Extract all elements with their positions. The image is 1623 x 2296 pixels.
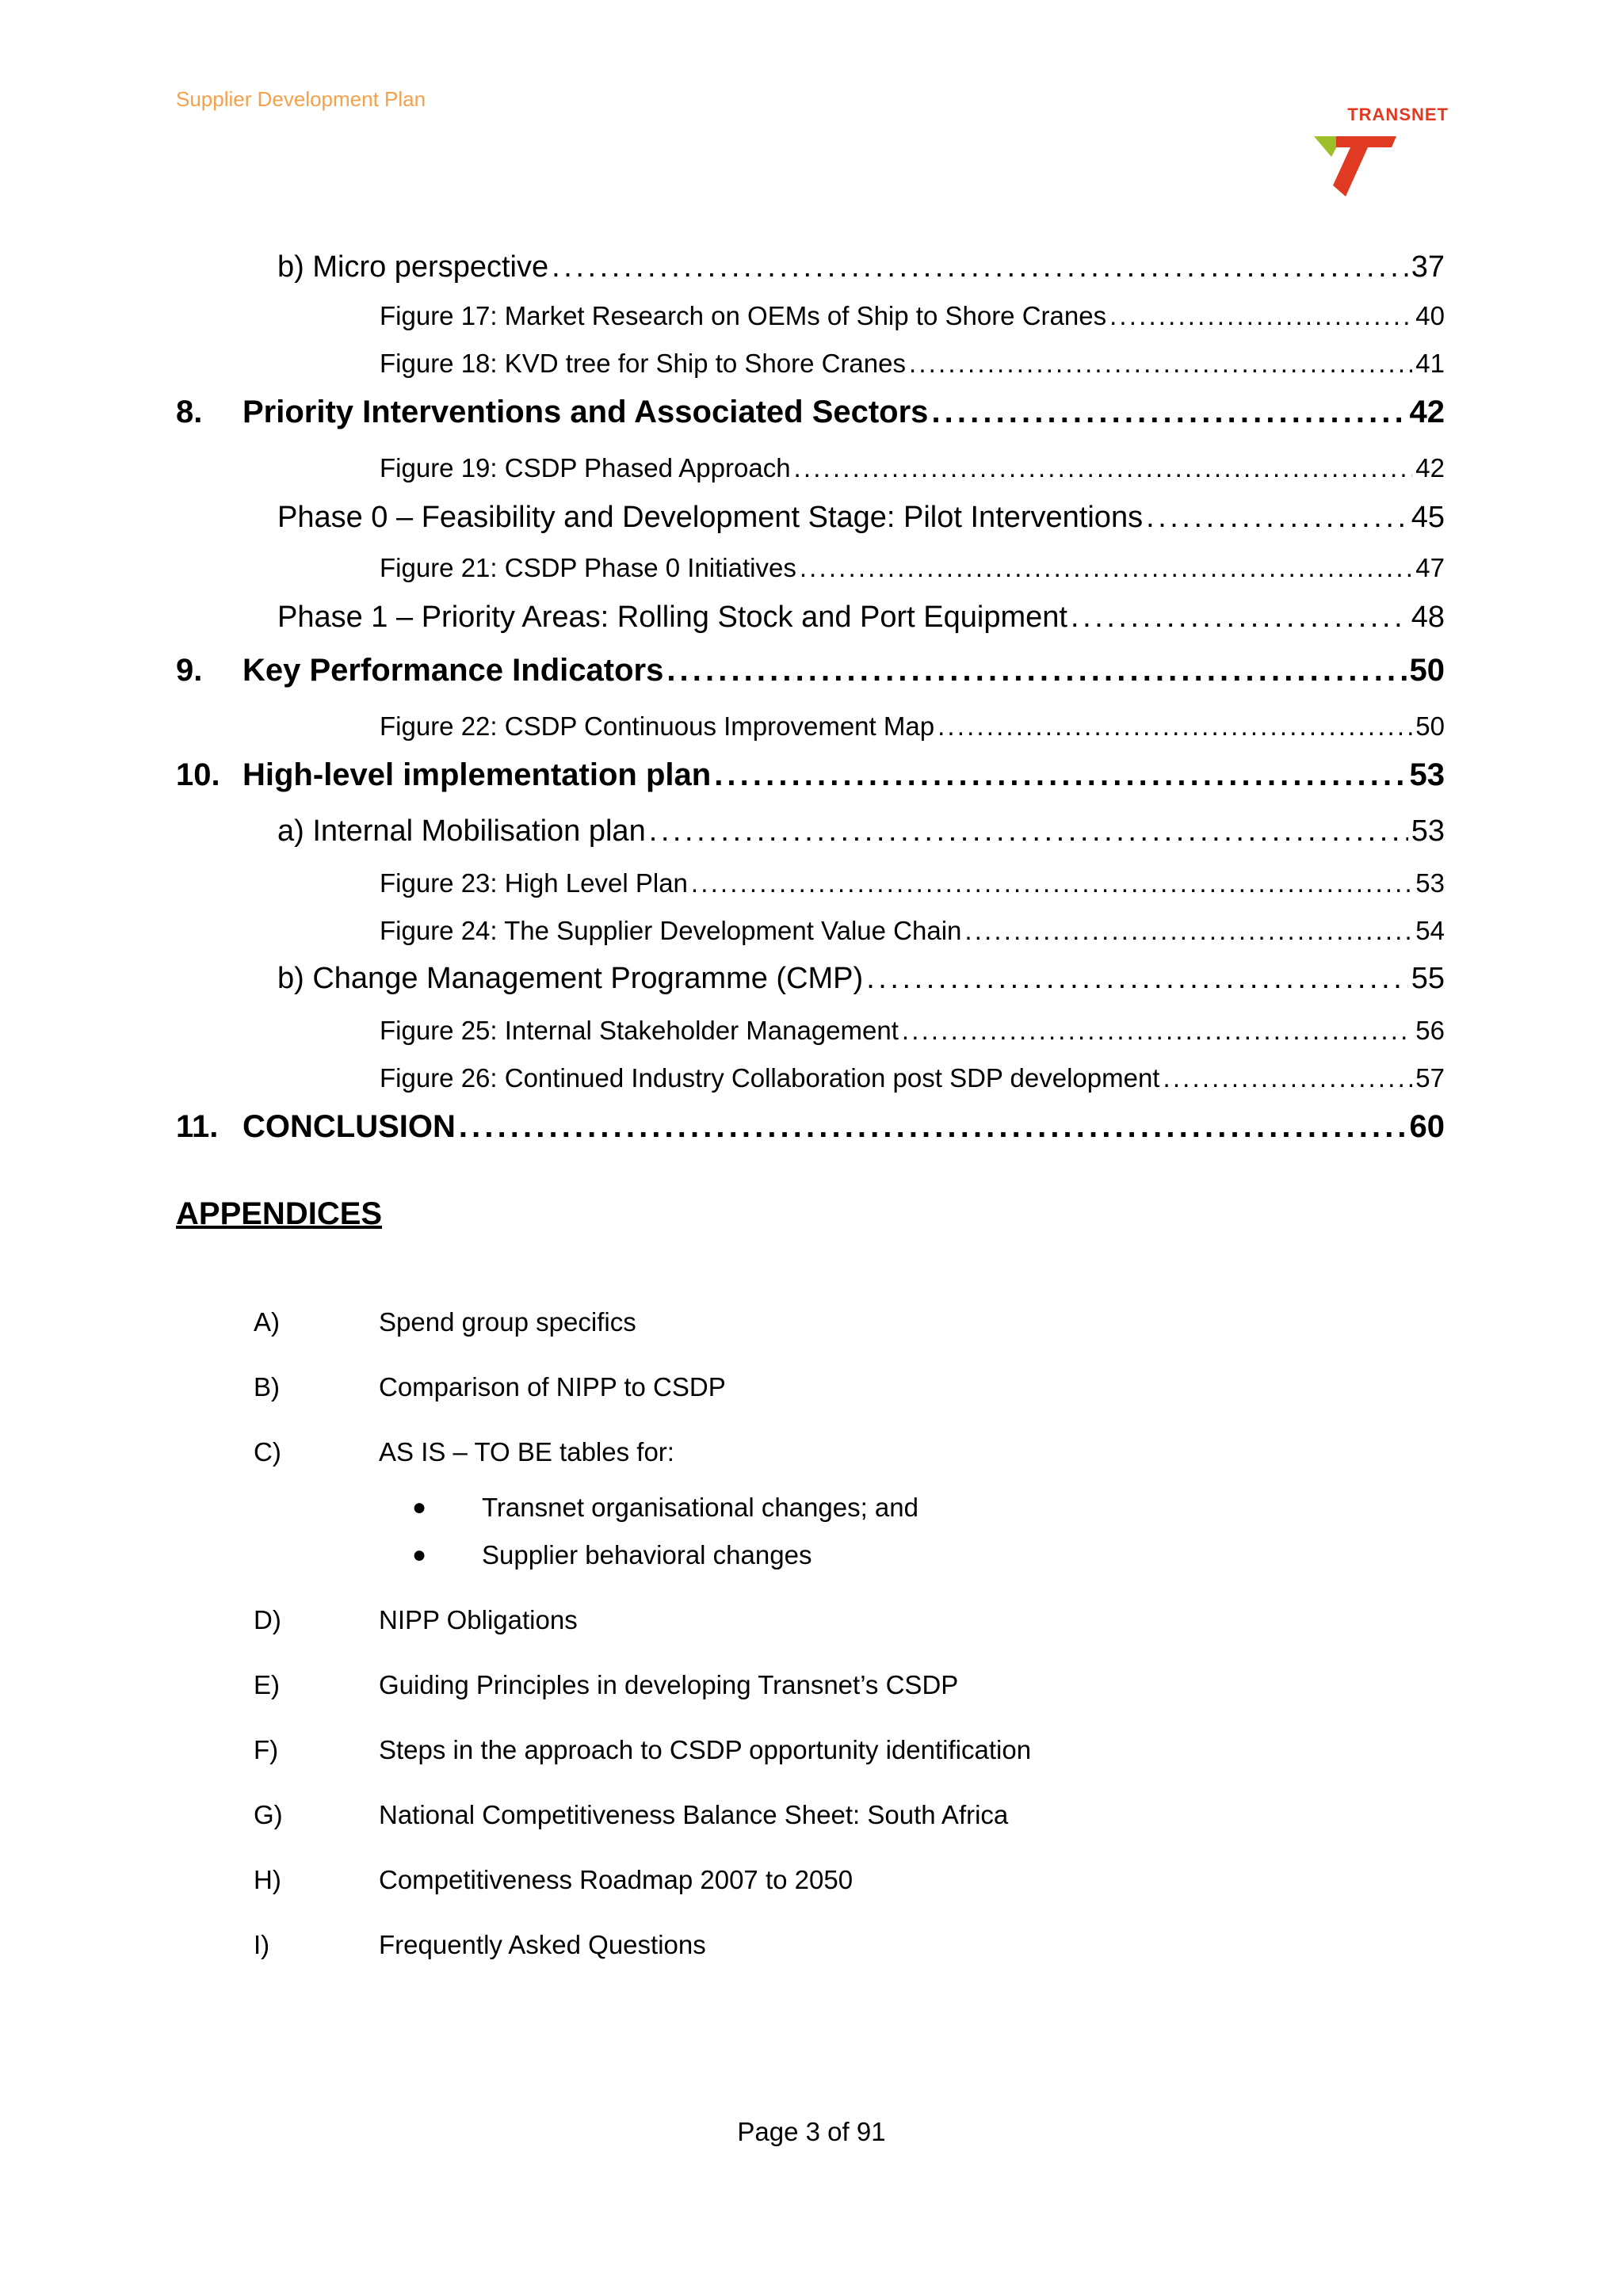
toc-entry[interactable]	[176, 553, 1445, 583]
toc-leader	[800, 553, 1412, 583]
toc-entry[interactable]	[176, 395, 1445, 430]
appendix-item	[254, 1605, 578, 1635]
toc-entry[interactable]	[176, 1016, 1445, 1046]
toc-label: b) Change Management Programme (CMP)	[277, 962, 864, 995]
toc-leader	[714, 757, 1406, 793]
toc-label: Figure 25: Internal Stakeholder Management	[380, 1016, 899, 1045]
toc-label: Figure 19: CSDP Phased Approach	[380, 453, 791, 482]
toc-leader	[902, 1016, 1412, 1046]
appendices-heading: APPENDICES	[176, 1196, 383, 1231]
toc-page: 42	[1409, 395, 1445, 429]
toc-label: Priority Interventions and Associated Sectors	[242, 395, 929, 429]
toc-page: 37	[1411, 250, 1445, 284]
toc-number: 11.	[176, 1109, 219, 1144]
toc-entry[interactable]	[176, 301, 1445, 331]
toc-page: 47	[1415, 553, 1445, 582]
bullet-text: Transnet organisational changes; and	[482, 1493, 918, 1522]
toc-page: 50	[1409, 653, 1445, 688]
toc-page: 53	[1415, 868, 1445, 898]
toc-leader	[964, 916, 1412, 946]
toc-label: a) Internal Mobilisation plan	[277, 814, 646, 848]
toc-leader	[459, 1109, 1407, 1145]
toc-entry[interactable]	[176, 653, 1445, 688]
toc-page: 40	[1415, 301, 1445, 330]
appendix-text: Spend group specifics	[379, 1307, 636, 1337]
toc-entry[interactable]	[176, 1063, 1445, 1093]
toc-entry[interactable]	[176, 868, 1445, 898]
appendix-letter: A)	[254, 1307, 280, 1337]
toc-label: Figure 26: Continued Industry Collaboration post SDP development	[380, 1063, 1160, 1093]
toc-leader	[666, 653, 1406, 688]
appendix-item	[254, 1437, 674, 1467]
toc-leader	[649, 814, 1408, 849]
toc-label: Figure 18: KVD tree for Ship to Shore Cranes	[380, 349, 906, 378]
appendix-bullet	[379, 1493, 918, 1523]
appendix-item	[254, 1735, 1031, 1765]
appendix-bullet	[379, 1540, 812, 1570]
toc-page: 45	[1411, 501, 1445, 534]
toc-number: 10.	[176, 757, 220, 792]
appendix-letter: C)	[254, 1437, 281, 1466]
page-header-title: Supplier Development Plan	[176, 87, 426, 111]
toc-label: Figure 24: The Supplier Development Value Chain	[380, 916, 962, 945]
appendix-item	[254, 1307, 636, 1337]
toc-entry[interactable]	[176, 453, 1445, 483]
transnet-logo	[1306, 100, 1449, 203]
appendix-letter: I)	[254, 1930, 270, 1959]
toc-page: 56	[1415, 1016, 1445, 1045]
toc-label: Phase 1 – Priority Areas: Rolling Stock and Port Equipment	[277, 601, 1067, 634]
toc-label: Figure 22: CSDP Continuous Improvement Map	[380, 711, 935, 741]
bullet-text: Supplier behavioral changes	[482, 1540, 812, 1569]
toc-entry[interactable]	[176, 814, 1445, 849]
appendix-letter: D)	[254, 1605, 281, 1634]
toc-entry[interactable]	[176, 1109, 1445, 1145]
appendix-item	[254, 1865, 853, 1895]
toc-number: 9.	[176, 653, 203, 688]
bullet-icon: ●	[412, 1542, 427, 1568]
toc-page: 55	[1411, 962, 1445, 995]
appendix-letter: B)	[254, 1372, 280, 1402]
toc-leader	[866, 962, 1408, 996]
toc-entry[interactable]	[176, 757, 1445, 793]
appendix-letter: G)	[254, 1800, 283, 1829]
toc-entry[interactable]	[176, 349, 1445, 379]
appendix-text: Frequently Asked Questions	[379, 1930, 706, 1959]
toc-page: 53	[1409, 757, 1445, 792]
toc-label: Phase 0 – Feasibility and Development Stage: Pilot Interventions	[277, 501, 1144, 534]
toc-page: 60	[1409, 1109, 1445, 1144]
toc-leader	[691, 868, 1412, 898]
toc-leader	[1071, 601, 1408, 635]
toc-label: Figure 23: High Level Plan	[380, 868, 688, 898]
toc-label: CONCLUSION	[242, 1109, 456, 1144]
appendix-text: Comparison of NIPP to CSDP	[379, 1372, 726, 1402]
toc-entry[interactable]	[176, 711, 1445, 742]
appendix-text: NIPP Obligations	[379, 1605, 578, 1634]
appendix-item	[254, 1670, 958, 1700]
toc-leader	[938, 711, 1412, 742]
toc-label: b) Micro perspective	[277, 250, 549, 284]
appendix-letter: H)	[254, 1865, 281, 1894]
toc-entry[interactable]	[176, 250, 1445, 284]
transnet-arrow-icon	[1306, 135, 1401, 198]
toc-number: 8.	[176, 395, 203, 429]
appendix-text: Competitiveness Roadmap 2007 to 2050	[379, 1865, 854, 1894]
toc-label: Figure 21: CSDP Phase 0 Initiatives	[380, 553, 796, 582]
toc-page: 42	[1415, 453, 1445, 482]
appendix-letter: F)	[254, 1735, 279, 1764]
toc-entry[interactable]	[176, 601, 1445, 635]
toc-leader	[1146, 501, 1408, 535]
toc-page: 48	[1411, 601, 1445, 634]
toc-page: 53	[1411, 814, 1445, 848]
appendix-text: Steps in the approach to CSDP opportunity identification	[379, 1735, 1032, 1764]
appendix-text: AS IS – TO BE tables for:	[379, 1437, 674, 1466]
toc-entry[interactable]	[176, 916, 1445, 946]
appendix-item	[254, 1372, 726, 1402]
toc-label: High-level implementation plan	[242, 757, 712, 792]
bullet-icon: ●	[412, 1494, 427, 1520]
toc-label: Figure 17: Market Research on OEMs of Ship to Shore Cranes	[380, 301, 1107, 330]
toc-page: 41	[1415, 349, 1445, 378]
toc-leader	[1163, 1063, 1412, 1093]
toc-leader	[552, 250, 1408, 284]
toc-entry[interactable]	[176, 962, 1445, 996]
appendix-letter: E)	[254, 1670, 280, 1699]
toc-leader	[909, 349, 1412, 379]
toc-page: 57	[1415, 1063, 1445, 1093]
toc-label: Key Performance Indicators	[242, 653, 664, 688]
appendix-text: Guiding Principles in developing Transnet’s CSDP	[379, 1670, 959, 1699]
toc-leader	[794, 453, 1413, 483]
page-number-footer: Page 3 of 91	[737, 2117, 886, 2146]
toc-entry[interactable]	[176, 501, 1445, 535]
toc-leader	[931, 395, 1406, 430]
appendix-item	[254, 1800, 1008, 1830]
appendix-text: National Competitiveness Balance Sheet: South Africa	[379, 1800, 1009, 1829]
appendix-item	[254, 1930, 706, 1960]
toc-leader	[1109, 301, 1412, 331]
toc-page: 50	[1415, 711, 1445, 741]
logo-wordmark: TRANSNET	[1347, 105, 1449, 124]
toc-page: 54	[1415, 916, 1445, 945]
